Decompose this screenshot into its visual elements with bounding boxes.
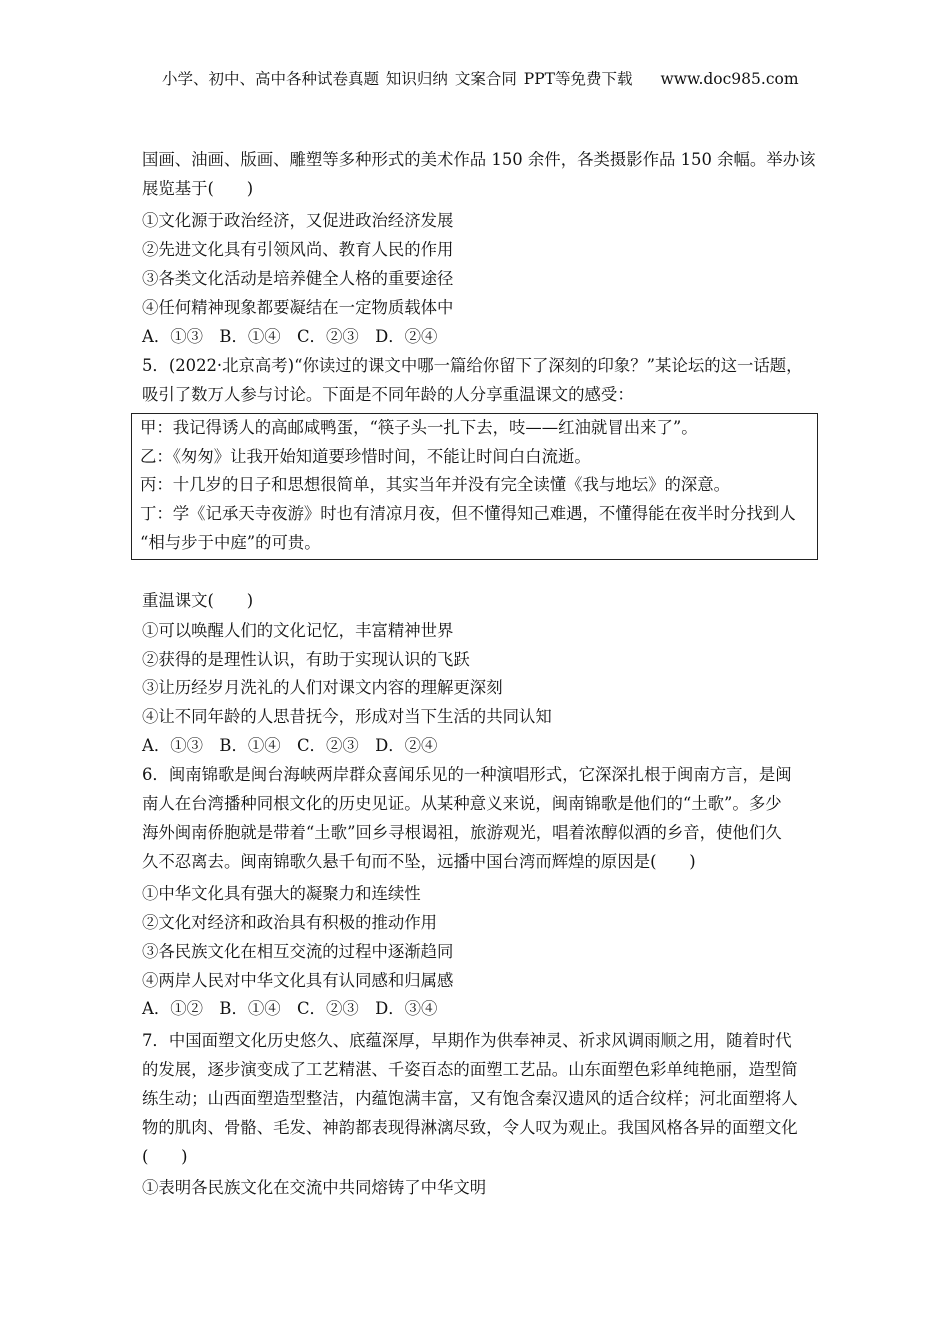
q7-line: 的发展，逐步演变成了工艺精湛、千姿百态的面塑工艺品。山东面塑色彩单纯艳丽，造型简	[142, 1060, 798, 1079]
q7-line: ( )	[142, 1147, 188, 1166]
page-header	[162, 69, 799, 89]
q7-line: 7．中国面塑文化历史悠久、底蕴深厚，早期作为供奉神灵、祈求风调雨顺之用，随着时代	[142, 1031, 792, 1050]
q4-continued-line: A．①③ B．①④ C．②③ D．②④	[142, 327, 438, 346]
q4-continued-line: ②先进文化具有引领风尚、教育人民的作用	[142, 240, 454, 259]
q5-stem-line: 5．(2022·北京高考)“你读过的课文中哪一篇给你留下了深刻的印象？”某论坛的这一话题，	[142, 356, 803, 375]
header-banner: 小学、初中、高中各种试卷真题 知识归纳 文案合同 PPT等免费下载	[162, 70, 633, 88]
q4-continued-line: 国画、油画、版画、雕塑等多种形式的美术作品 150 余件，各类摄影作品 150 余幅。举办该	[142, 150, 816, 169]
q4-continued-line: ③各类文化活动是培养健全人格的重要途径	[142, 269, 454, 288]
q5-quote-box-line: 丁：学《记承天寺夜游》时也有清凉月夜，但不懂得知己难遇，不懂得能在夜半时分找到人	[140, 504, 796, 523]
header-url: www.doc985.com	[660, 70, 799, 88]
q5-options-line: ③让历经岁月洗礼的人们对课文内容的理解更深刻	[142, 678, 503, 697]
q5-options-line: ②获得的是理性认识，有助于实现认识的飞跃	[142, 650, 470, 669]
q7-line: 练生动；山西面塑造型整洁，内蕴饱满丰富，又有饱含秦汉遗风的适合纹样；河北面塑将人	[142, 1089, 798, 1108]
q6-line: A．①② B．①④ C．②③ D．③④	[142, 999, 438, 1018]
q6-line: 南人在台湾播种同根文化的历史见证。从某种意义来说，闽南锦歌是他们的“土歌”。多少	[142, 794, 782, 813]
q4-continued-line: ④任何精神现象都要凝结在一定物质载体中	[142, 298, 454, 317]
q7-line: ①表明各民族文化在交流中共同熔铸了中华文明	[142, 1178, 487, 1197]
q4-continued-line: 展览基于( )	[142, 179, 254, 198]
q6-line: ①中华文化具有强大的凝聚力和连续性	[142, 884, 421, 903]
q7-line: 物的肌肉、骨骼、毛发、神韵都表现得淋漓尽致，令人叹为观止。我国风格各异的面塑文化	[142, 1118, 798, 1137]
q4-continued-line: ①文化源于政治经济，又促进政治经济发展	[142, 211, 454, 230]
q5-options-line: ①可以唤醒人们的文化记忆，丰富精神世界	[142, 621, 454, 640]
q5-quote-box-line: 甲：我记得诱人的高邮咸鸭蛋，“筷子头一扎下去，吱——红油就冒出来了”。	[140, 418, 698, 437]
q6-line: 海外闽南侨胞就是带着“土歌”回乡寻根谒祖，旅游观光，唱着浓醇似酒的乡音，使他们久	[142, 823, 782, 842]
q6-line: 久不忍离去。闽南锦歌久悬千旬而不坠，远播中国台湾而辉煌的原因是( )	[142, 852, 696, 871]
q6-line: 6．闽南锦歌是闽台海峡两岸群众喜闻乐见的一种演唱形式，它深深扎根于闽南方言，是闽	[142, 765, 792, 784]
q5-stem-line: 吸引了数万人参与讨论。下面是不同年龄的人分享重温课文的感受：	[142, 385, 634, 404]
q5-quote-box-line: 丙：十几岁的日子和思想很简单，其实当年并没有完全读懂《我与地坛》的深意。	[140, 475, 731, 494]
q6-line: ②文化对经济和政治具有积极的推动作用	[142, 913, 438, 932]
q5-quote-box-line: 乙：《匆匆》让我开始知道要珍惜时间，不能让时间白白流逝。	[140, 447, 591, 466]
q5-quote-box-line: “相与步于中庭”的可贵。	[140, 533, 321, 552]
q5-options-line: A．①③ B．①④ C．②③ D．②④	[142, 736, 438, 755]
q6-line: ③各民族文化在相互交流的过程中逐渐趋同	[142, 942, 454, 961]
q6-line: ④两岸人民对中华文化具有认同感和归属感	[142, 971, 454, 990]
q5-options-line: ④让不同年龄的人思昔抚今，形成对当下生活的共同认知	[142, 707, 552, 726]
q5-options-line: 重温课文( )	[142, 591, 254, 610]
